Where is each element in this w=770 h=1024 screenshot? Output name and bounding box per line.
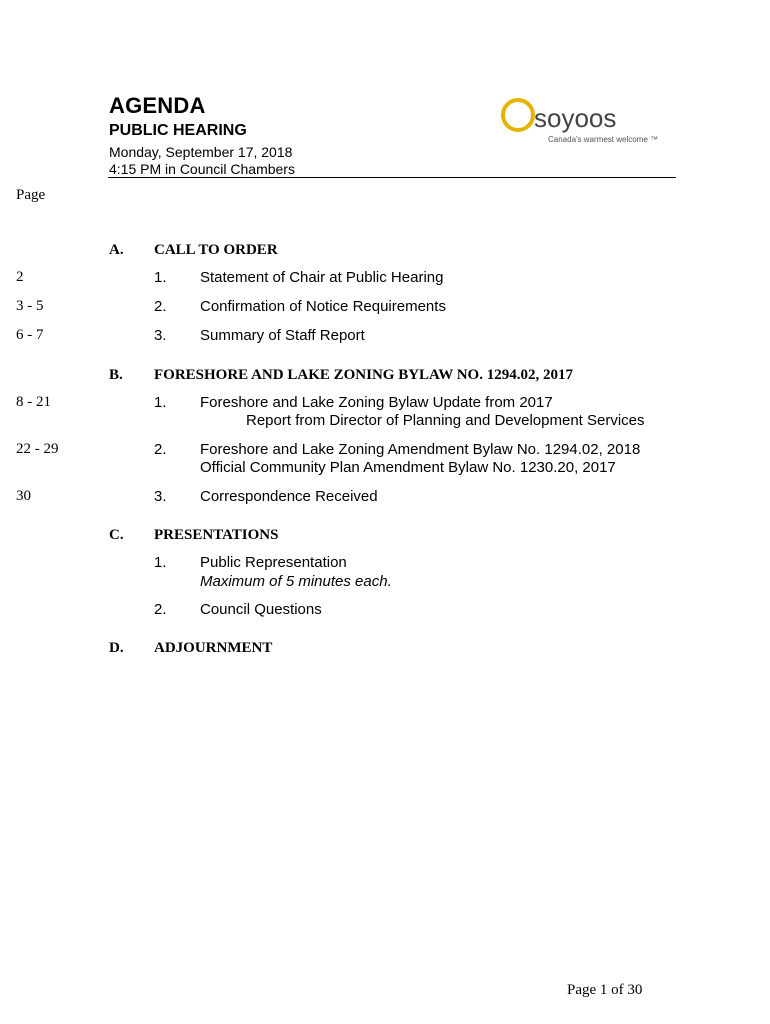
logo-ring-icon <box>503 100 533 130</box>
item-pages: 30 <box>16 488 31 504</box>
item-number: 2. <box>154 298 167 315</box>
item-number: 3. <box>154 488 167 505</box>
section-letter: A. <box>109 242 124 258</box>
page-column-header: Page <box>16 187 46 203</box>
agenda-item: Correspondence Received <box>200 488 378 505</box>
osoyoos-logo <box>498 93 670 149</box>
section-title: CALL TO ORDER <box>154 242 278 258</box>
agenda-item: Foreshore and Lake Zoning Bylaw Update from 2017 <box>200 394 553 411</box>
agenda-item-detail: Maximum of 5 minutes each. <box>200 573 392 590</box>
page-number: Page 1 of 30 <box>567 982 643 998</box>
section-letter: D. <box>109 640 124 656</box>
item-number: 2. <box>154 441 167 458</box>
agenda-item: Statement of Chair at Public Hearing <box>200 269 444 286</box>
agenda-item: Foreshore and Lake Zoning Amendment Bylaw No. 1294.02, 2018 <box>200 441 641 458</box>
item-number: 1. <box>154 394 167 411</box>
agenda-item-detail: Report from Director of Planning and Development Services <box>246 412 645 429</box>
meeting-time-location: 4:15 PM in Council Chambers <box>109 161 295 177</box>
agenda-item: Public Representation <box>200 554 347 571</box>
item-number: 1. <box>154 554 167 571</box>
section-letter: B. <box>109 367 123 383</box>
item-pages: 22 - 29 <box>16 441 59 457</box>
logo-wordmark: soyoos <box>534 103 617 133</box>
item-pages: 8 - 21 <box>16 394 51 410</box>
item-pages: 3 - 5 <box>16 298 44 314</box>
meeting-date: Monday, September 17, 2018 <box>109 144 293 160</box>
agenda-item: Council Questions <box>200 601 322 618</box>
section-title: PRESENTATIONS <box>154 527 279 543</box>
agenda-item: Confirmation of Notice Requirements <box>200 298 446 315</box>
header-divider <box>108 177 676 178</box>
agenda-item: Summary of Staff Report <box>200 327 365 344</box>
item-number: 2. <box>154 601 167 618</box>
item-pages: 2 <box>16 269 24 285</box>
item-pages: 6 - 7 <box>16 327 44 343</box>
section-title: FORESHORE AND LAKE ZONING BYLAW NO. 1294.02, 2017 <box>154 367 573 383</box>
item-number: 3. <box>154 327 167 344</box>
meeting-type: PUBLIC HEARING <box>109 122 247 139</box>
agenda-item-detail: Official Community Plan Amendment Bylaw No. 1230.20, 2017 <box>200 459 616 476</box>
section-title: ADJOURNMENT <box>154 640 273 656</box>
section-letter: C. <box>109 527 124 543</box>
logo-tagline: Canada's warmest welcome ™ <box>548 135 659 144</box>
item-number: 1. <box>154 269 167 286</box>
agenda-title: AGENDA <box>109 93 206 118</box>
